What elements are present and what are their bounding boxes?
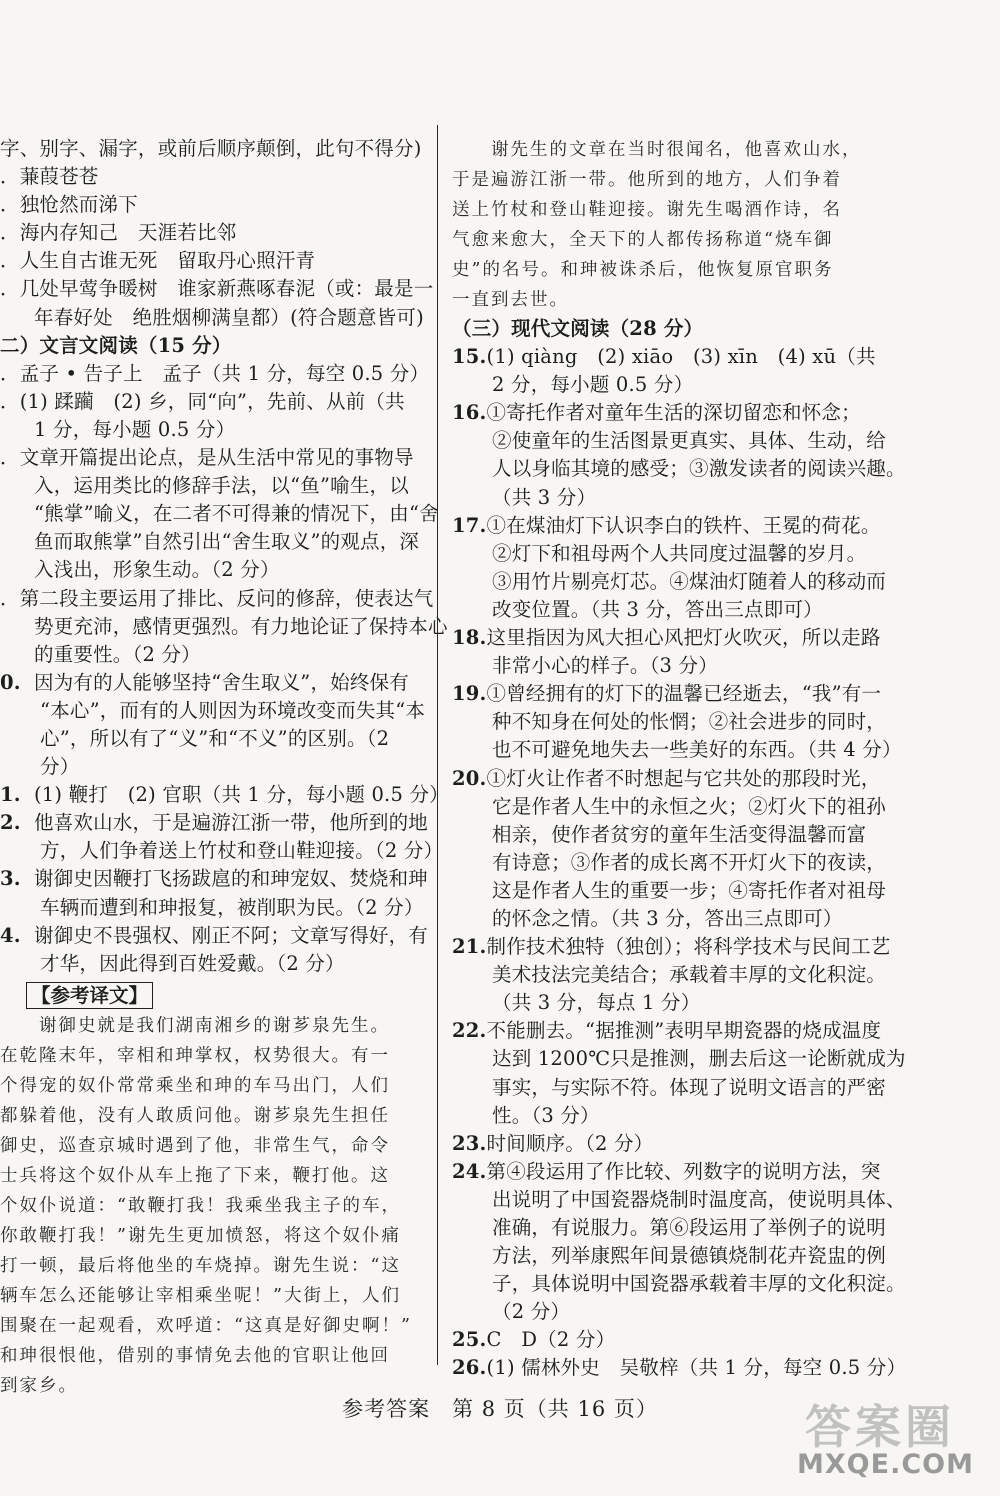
answer-line: ③用竹片剔亮灯芯。④煤油灯随着人的移动而 (492, 569, 887, 593)
answer-line: ．海内存知己 天涯若比邻 (0, 221, 237, 245)
answer-number: 0. (0, 670, 21, 694)
translation-line: 个奴仆说道：“敢鞭打我！我乘坐我主子的车， (0, 1195, 401, 1216)
answer-item (452, 1158, 906, 1327)
answer-line: ②使童年的生活图景更真实、具体、生动，给 (492, 429, 887, 453)
answer-line: 有诗意；③作者的成长离不开灯火下的夜读， (492, 850, 887, 874)
answer-line (452, 1326, 882, 1354)
translation-line: 送上竹杖和登山鞋迎接。谢先生喝酒作诗，名 (452, 200, 842, 220)
answer-number: 2. (0, 811, 21, 835)
answer-line: 势更充沛，感情更强烈。有力地论证了保持本心 (34, 614, 448, 638)
answer-line: 方，人们争着送上竹杖和登山鞋迎接。（2 分） (40, 839, 444, 863)
watermark-url: MXQE.COM (797, 1449, 974, 1480)
answer-line: 性。（3 分） (492, 1103, 600, 1127)
answer-text: C D（2 分） (486, 1328, 616, 1352)
answer-line: ．蒹葭苍苍 (0, 165, 99, 189)
answer-line: ②灯下和祖母两个人共同度过温馨的岁月。 (492, 541, 867, 565)
answer-line: ．孟子 • 告子上 孟子（共 1 分，每空 0.5 分） (0, 361, 430, 385)
answer-text: (1) 儒林外史 吴敬梓（共 1 分，每空 0.5 分） (486, 1356, 907, 1380)
answer-text: 制作技术独特（独创）；将科学技术与民间工艺 (486, 935, 891, 959)
answer-line: 达到 1200℃只是推测，删去后这一论断就成为 (492, 1047, 906, 1071)
answer-number: 24. (452, 1159, 487, 1183)
answer-line: 字、别字、漏字，或前后顺序颠倒，此句不得分) (0, 137, 422, 160)
answer-text: ①在煤油灯下认识李白的铁杵、王冕的荷花。 (486, 513, 881, 537)
answer-text: 因为有的人能够坚持“舍生取义”，始终保有 (34, 670, 409, 694)
answer-line: ．几处早莺争暖树 谁家新燕啄春泥（或：最是一 (0, 277, 434, 301)
right-numbered-answers (452, 343, 907, 1382)
translation-line: 个得宠的奴仆常常乘坐和珅的车马出门，人们 (0, 1075, 390, 1096)
answer-number: 1. (0, 783, 21, 807)
answer-line: 这是作者人生的重要一步；④寄托作者对祖母 (492, 878, 887, 902)
answer-text: 不能删去。“据推测”表明早期瓷器的烧成温度 (486, 1019, 882, 1043)
reference-translation-title: 【参考译文】 (26, 982, 153, 1009)
answer-number: 22. (452, 1019, 487, 1043)
answer-text: 时间顺序。（2 分） (486, 1131, 654, 1155)
answer-text: 他喜欢山水，于是遍游江浙一带，他所到的地 (34, 811, 429, 835)
answer-item (452, 399, 906, 511)
answer-line: 入，运用类比的修辞手法，以“鱼”喻生，以 (34, 474, 409, 498)
answer-item (452, 343, 882, 399)
answer-item (452, 1354, 907, 1382)
watermark-logo: 答案圈 (805, 1400, 955, 1454)
answer-number: 4. (0, 923, 21, 947)
answer-line: ．文章开篇提出论点，是从生活中常见的事物导 (0, 446, 414, 470)
answer-text: ①曾经拥有的灯下的温馨已经逝去，“我”有一 (486, 682, 882, 706)
answer-line: 鱼而取熊掌”自然引出“舍生取义”的观点，深 (34, 530, 420, 554)
left-column (0, 135, 449, 1401)
translation-line: 打一顿，最后将他坐的车烧掉。谢先生说：“这 (0, 1255, 401, 1276)
answer-line (0, 669, 428, 697)
translation-line: 围聚在一起观看，欢呼道：“这真是好御史啊！” (0, 1315, 412, 1336)
translation-line: 在乾隆末年，宰相和珅掌权，权势很大。有一 (0, 1045, 390, 1066)
answer-number: 21. (452, 935, 487, 959)
answer-line (0, 865, 428, 893)
answer-line: ．(1) 蹂躏 (2) 乡，同“向”，先前、从前（共 (0, 389, 405, 413)
answer-line (0, 781, 449, 809)
answer-line (452, 343, 882, 371)
answer-line: 1 分，每小题 0.5 分） (34, 417, 236, 441)
answer-line: 种不知身在何处的怅惘；②社会进步的同时， (492, 710, 887, 734)
answer-number: 16. (452, 401, 487, 425)
answer-line: 2 分，每小题 0.5 分） (492, 373, 694, 397)
answer-line: （共 3 分，每点 1 分） (492, 991, 701, 1015)
answer-text: (1) qiàng (2) xiāo (3) xīn (4) xū（共 (486, 345, 876, 369)
column-divider (437, 125, 438, 1365)
translation-text-left (0, 1011, 428, 1401)
answer-line: 的怀念之情。（共 3 分，答出三点即可） (492, 906, 843, 930)
answer-number: 23. (452, 1131, 487, 1155)
answer-item (0, 669, 428, 781)
answer-line: 也不可避免地失去一些美好的东西。（共 4 分） (492, 738, 902, 762)
translation-line: 史”的名号。和珅被诛杀后，他恢复原官职务 (452, 260, 834, 280)
answer-text: ①灯火让作者不时想起与它共处的那段时光， (486, 766, 881, 790)
answer-line: 分） (40, 755, 80, 779)
translation-line: 谢先生的文章在当时很闻名，他喜欢山水， (452, 140, 862, 160)
translation-text-right (452, 135, 882, 315)
answer-line (452, 512, 882, 540)
answer-line (452, 933, 891, 961)
answer-number: 18. (452, 626, 487, 650)
left-answer-lines (0, 135, 448, 669)
answer-line: 子，具体说明中国瓷器承载着丰厚的文化积淀。 (492, 1272, 906, 1296)
translation-line: 你敢鞭打我！”谢先生更加愤怒，将这个奴仆痛 (0, 1225, 401, 1246)
answer-line: “本心”，而有的人则因为环境改变而失其“本 (40, 698, 426, 722)
answer-text: 这里指因为风大担心风把灯火吹灭，所以走路 (486, 626, 881, 650)
answer-line: ．人生自古谁无死 留取丹心照汗青 (0, 249, 316, 273)
site-watermark (783, 1391, 988, 1486)
answer-line: 方法，列举康熙年间景德镇烧制花卉瓷盅的例 (492, 1244, 887, 1268)
answer-line: ．独怆然而涕下 (0, 193, 138, 217)
answer-line (0, 922, 428, 950)
answer-number: 17. (452, 513, 487, 537)
answer-item (0, 922, 428, 978)
answer-item (0, 809, 444, 865)
translation-line: 士兵将这个奴仆从车上拖了下来，鞭打他。这 (0, 1165, 390, 1186)
answer-line (452, 399, 882, 427)
answer-number: 26. (452, 1356, 487, 1380)
answer-number: 20. (452, 766, 487, 790)
answer-line (452, 624, 882, 652)
answer-item (0, 865, 428, 921)
answer-text: 第④段运用了作比较、列数字的说明方法，突 (486, 1159, 881, 1183)
answer-number: 3. (0, 867, 21, 891)
answer-line: 入浅出，形象生动。（2 分） (34, 558, 280, 582)
section-three-heading: （三）现代文阅读（28 分） (452, 317, 704, 340)
answer-line: “熊掌”喻义，在二者不可得兼的情况下，由“舍 (34, 502, 439, 526)
answer-item (452, 765, 887, 934)
answer-line (452, 765, 882, 793)
answer-text: ①寄托作者对童年生活的深切留恋和怀念； (486, 401, 861, 425)
answer-item (452, 933, 891, 1017)
answer-item (452, 680, 902, 764)
translation-line: 辆车怎么还能够让宰相乘坐呢！”大街上，人们 (0, 1285, 401, 1306)
translation-line: 一直到去世。 (452, 290, 569, 310)
answer-number: 15. (452, 345, 487, 369)
answer-line (452, 1158, 882, 1186)
translation-line: 气愈来愈大，全天下的人都传扬称道“烧车御 (452, 230, 834, 250)
answer-text: 谢御史因鞭打飞扬跋扈的和珅宠奴、焚烧和珅 (34, 867, 429, 891)
answer-line: 二）文言文阅读（15 分） (0, 333, 232, 357)
answer-number: 19. (452, 682, 487, 706)
translation-line: 到家乡。 (0, 1375, 78, 1396)
answer-line: 它是作者人生中的永恒之火；②灯火下的祖孙 (492, 794, 887, 818)
answer-line: ．第二段主要运用了排比、反问的修辞，使表达气 (0, 586, 434, 610)
answer-item (0, 781, 449, 809)
answer-line (0, 809, 428, 837)
answer-number: 25. (452, 1328, 487, 1352)
translation-line: 于是遍游江浙一带。他所到的地方，人们争着 (452, 170, 842, 190)
answer-line (452, 680, 882, 708)
answer-line (452, 1017, 882, 1045)
answer-line: （2 分） (492, 1300, 571, 1324)
answer-line: 心”，所以有了“义”和“不义”的区别。（2 (40, 726, 390, 750)
answer-text: (1) 鞭打 (2) 官职（共 1 分，每小题 0.5 分） (34, 783, 449, 807)
translation-line: 御史，巡查京城时遇到了他，非常生气，命令 (0, 1135, 390, 1156)
answer-line: 的重要性。（2 分） (34, 642, 201, 666)
answer-item (452, 1130, 882, 1158)
translation-line: 和珅很恨他，借别的事情免去他的官职让他回 (0, 1345, 390, 1366)
answer-line: 车辆而遭到和珅报复，被削职为民。（2 分） (40, 895, 424, 919)
answer-line: 才华，因此得到百姓爱戴。（2 分） (40, 951, 345, 975)
answer-line: 人以身临其境的感受；③激发读者的阅读兴趣。 (492, 457, 906, 481)
left-numbered-answers (0, 669, 449, 978)
answer-text: 谢御史不畏强权、刚正不阿；文章写得好，有 (34, 923, 429, 947)
answer-line: （共 3 分） (492, 485, 597, 509)
right-column (452, 135, 907, 1383)
answer-item (452, 1326, 882, 1354)
answer-line: 改变位置。（共 3 分，答出三点即可） (492, 597, 823, 621)
answer-line (452, 1130, 882, 1158)
answer-line: 相亲，使作者贫穷的童年生活变得温馨而富 (492, 822, 867, 846)
answer-item (452, 624, 882, 680)
answer-line: 准确，有说服力。第⑥段运用了举例子的说明 (492, 1216, 887, 1239)
answer-line: 年春好处 绝胜烟柳满皇都）(符合题意皆可) (34, 305, 424, 329)
answer-line: 事实，与实际不符。体现了说明文语言的严密 (492, 1075, 887, 1099)
page-footer: 参考答案 第 8 页（共 16 页） (342, 1397, 658, 1421)
answer-item (452, 512, 887, 624)
translation-line: 都躲着他，没有人敢质问他。谢芗泉先生担任 (0, 1105, 390, 1126)
answer-line: 出说明了中国瓷器烧制时温度高，使说明具体、 (492, 1187, 906, 1211)
answer-line: 非常小心的样子。（3 分） (492, 654, 718, 678)
answer-item (452, 1017, 906, 1129)
translation-line: 谢御史就是我们湖南湘乡的谢芗泉先生。 (0, 1015, 390, 1036)
answer-line (452, 1354, 907, 1382)
answer-line: 美术技法完美结合；承载着丰厚的文化积淀。 (492, 963, 887, 987)
